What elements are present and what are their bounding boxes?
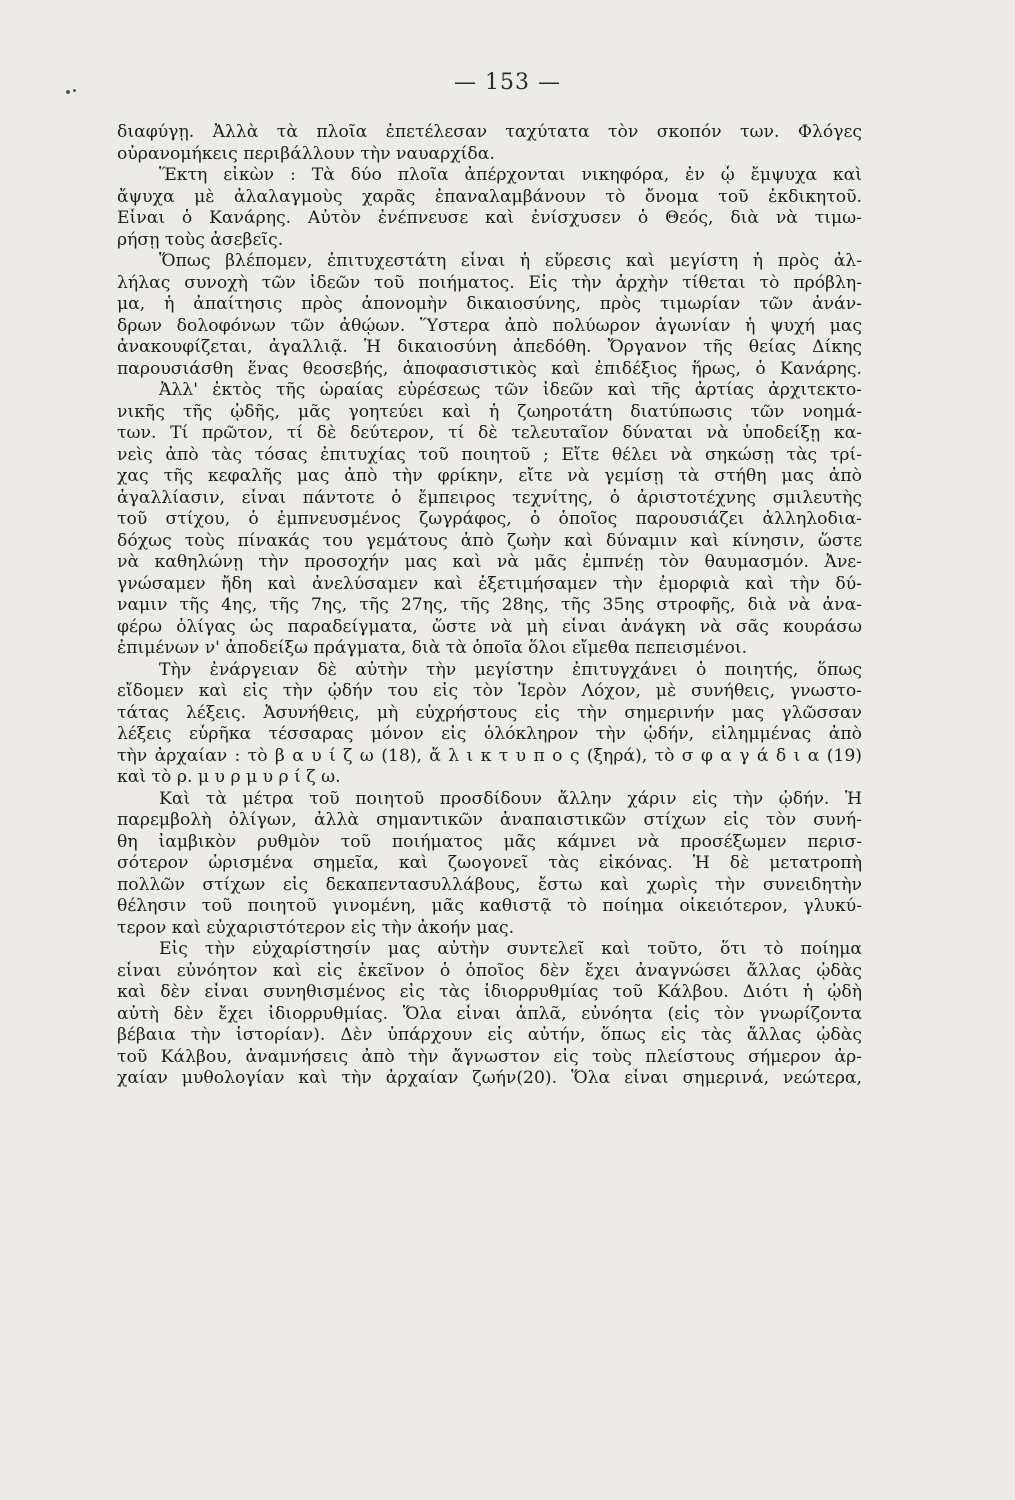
- text-line: σότερον ὡρισμένα σημεῖα, καὶ ζωογονεῖ τὰς εἰκόνας. Ἡ δὲ μετατροπὴ: [117, 853, 862, 873]
- text-line: Ὅπως βλέπομεν, ἐπιτυχεστάτη εἶναι ἡ εὕρεσις καὶ μεγίστη ἡ πρὸς ἀλ-: [159, 251, 862, 271]
- text-line: τὴν ἀρχαίαν : τὸ β α υ ί ζ ω (18), ἄ λ ι κ τ υ π ο ς (ξηρά), τὸ σ φ α γ ά δ ι α (19): [117, 745, 862, 766]
- text-line: Ἕκτη εἰκὼν : Τὰ δύο πλοῖα ἀπέρχονται νικηφόρα, ἐν ᾧ ἔμψυχα καὶ: [159, 165, 862, 185]
- text-line: νεὶς ἀπὸ τὰς τόσας ἐπιτυχίας τοῦ ποιητοῦ ; Εἴτε θέλει νὰ σηκώσῃ τὰς τρί-: [117, 444, 862, 465]
- text-line: θη ἰαμβικὸν ρυθμὸν τοῦ ποιήματος μᾶς κάμνει νὰ προσέξωμεν περισ-: [117, 831, 862, 852]
- text-line: Ἀλλ' ἐκτὸς τῆς ὡραίας εὑρέσεως τῶν ἰδεῶν καὶ τῆς ἀρτίας ἀρχιτεκτο-: [159, 380, 862, 400]
- text-line: τερον καὶ εὐχαριστότερον εἰς τὴν ἀκοήν μας.: [117, 917, 515, 938]
- text-line: Εἶναι ὁ Κανάρης. Αὐτὸν ἐνέπνευσε καὶ ἐνίσχυσεν ὁ Θεός, διὰ νὰ τιμω-: [117, 208, 862, 228]
- text-line: νικῆς τῆς ᾠδῆς, μᾶς γοητεύει καὶ ἡ ζωηροτάτη διατύπωσις τῶν νοημά-: [117, 401, 862, 422]
- text-line: χαίαν μυθολογίαν καὶ τὴν ἀρχαίαν ζωήν(20). Ὅλα εἶναι σημερινά, νεώτερα,: [117, 1068, 862, 1088]
- text-line: ἐπιμένων ν' ἀποδείξω πράγματα, διὰ τὰ ὁποῖα ὅλοι εἴμεθα πεπεισμένοι.: [117, 638, 748, 658]
- text-line: τοῦ στίχου, ὁ ἐμπνευσμένος ζωγράφος, ὁ ὁποῖος παρουσιάζει ἀλληλοδια-: [117, 509, 862, 529]
- text-line: τοῦ Κάλβου, ἀναμνήσεις ἀπὸ τὴν ἄγνωστον εἰς τοὺς πλείστους σήμερον ἀρ-: [117, 1046, 862, 1067]
- text-line: οὐρανομήκεις περιβάλλουν τὴν ναυαρχίδα.: [117, 143, 495, 164]
- text-line: ναμιν τῆς 4ης, τῆς 7ης, τῆς 27ης, τῆς 28ης, τῆς 35ης στροφῆς, διὰ νὰ ἀνα-: [117, 595, 862, 615]
- text-line: δρων δολοφόνων τῶν ἀθῴων. Ὕστερα ἀπὸ πολύωρον ἀγωνίαν ἡ ψυχή μας: [117, 315, 862, 336]
- text-line: καὶ δὲν εἶναι συνηθισμένος εἰς τὰς ἰδιορρυθμίας τοῦ Κάλβου. Διότι ἡ ᾠδὴ: [117, 982, 862, 1002]
- text-line: ρήσῃ τοὺς ἀσεβεῖς.: [117, 229, 284, 250]
- text-line: διαφύγῃ. Ἀλλὰ τὰ πλοῖα ἐπετέλεσαν ταχύτατα τὸν σκοπόν των. Φλόγες: [117, 122, 862, 142]
- text-line: των. Τί πρῶτον, τί δὲ δεύτερον, τί δὲ τελευταῖον δύναται νὰ ὑποδείξῃ κα-: [117, 423, 862, 443]
- text-line: λέξεις εὗρῆκα τέσσαρας μόνον εἰς ὁλόκληρον τὴν ᾠδήν, εἰλημμένας ἀπὸ: [117, 724, 862, 744]
- text-line: εἴδομεν καὶ εἰς τὴν ᾠδήν του εἰς τὸν Ἱερὸν Λόχον, μὲ συνήθεις, γνωστο-: [117, 681, 862, 701]
- text-line: λήλας συνοχὴ τῶν ἰδεῶν τοῦ ποιήματος. Εἰς τὴν ἀρχὴν τίθεται τὸ πρόβλη-: [117, 272, 862, 293]
- text-line: Εἰς τὴν εὐχαρίστησίν μας αὐτὴν συντελεῖ καὶ τοῦτο, ὅτι τὸ ποίημα: [159, 939, 862, 959]
- text-line: φέρω ὀλίγας ὡς παραδείγματα, ὥστε νὰ μὴ εἶναι ἀνάγκη νὰ σᾶς κουράσω: [117, 616, 862, 637]
- text-line: Τὴν ἐνάργειαν δὲ αὐτὴν τὴν μεγίστην ἐπιτυγχάνει ὁ ποιητής, ὅπως: [159, 659, 862, 680]
- text-line: μα, ἡ ἀπαίτησις πρὸς ἀπονομὴν δικαιοσύνης, πρὸς τιμωρίαν τῶν ἀνάν-: [117, 294, 862, 314]
- text-line: αὐτὴ δὲν ἔχει ἰδιορρυθμίας. Ὅλα εἶναι ἁπλᾶ, εὐνόητα (εἰς τὸν γνωρίζοντα: [117, 1003, 862, 1024]
- text-line: γνώσαμεν ἤδη καὶ ἀνελύσαμεν καὶ ἐξετιμήσαμεν τὴν ἐμορφιὰ καὶ τὴν δύ-: [117, 573, 862, 594]
- text-line: χας τῆς κεφαλῆς μας ἀπὸ τὴν φρίκην, εἴτε νὰ γεμίσῃ τὰ στήθη μας ἀπὸ: [117, 466, 862, 486]
- text-line: παρουσιάσθη ἕνας θεοσεβής, ἀποφασιστικὸς καὶ ἐπιδέξιος ἥρως, ὁ Κανάρης.: [117, 358, 862, 379]
- page-number: — 153 —: [454, 70, 561, 95]
- text-line: εἶναι εὐνόητον καὶ εἰς ἐκεῖνον ὁ ὁποῖος δὲν ἔχει ἀναγνώσει ἄλλας ᾠδὰς: [117, 960, 862, 981]
- text-line: ἀνακουφίζεται, ἀγαλλιᾷ. Ἡ δικαιοσύνη ἀπεδόθη. Ὄργανον τῆς θείας Δίκης: [117, 337, 862, 357]
- text-line: θέλησιν τοῦ ποιητοῦ γινομένη, μᾶς καθιστᾷ τὸ ποίημα οἰκειότερον, γλυκύ-: [117, 896, 862, 916]
- text-line: παρεμβολὴ ὀλίγων, ἀλλὰ σημαντικῶν ἀναπαιστικῶν στίχων εἰς τὸν συνή-: [117, 810, 862, 830]
- text-line: ἄψυχα μὲ ἀλαλαγμοὺς χαρᾶς ἐπαναλαμβάνουν τὸ ὄνομα τοῦ ἐκδικητοῦ.: [117, 186, 862, 207]
- text-line: ἀγαλλίασιν, εἶναι πάντοτε ὁ ἔμπειρος τεχνίτης, ὁ ἀριστοτέχνης σμιλευτὴς: [117, 487, 862, 508]
- text-line: βέβαια τὴν ἱστορίαν). Δὲν ὑπάρχουν εἰς αὐτήν, ὅπως εἰς τὰς ἄλλας ᾠδὰς: [117, 1025, 862, 1045]
- body-text: [117, 122, 862, 1090]
- text-line: Καὶ τὰ μέτρα τοῦ ποιητοῦ προσδίδουν ἄλλην χάριν εἰς τὴν ᾠδήν. Ἡ: [159, 788, 862, 809]
- text-line: δόχως τοὺς πίνακάς του γεμάτους ἀπὸ ζωὴν καὶ δύναμιν καὶ κίνησιν, ὥστε: [117, 530, 862, 551]
- text-line: πολλῶν στίχων εἰς δεκαπεντασυλλάβους, ἔστω καὶ χωρὶς τὴν συνειδητὴν: [117, 874, 862, 895]
- text-line: τάτας λέξεις. Ἀσυνήθεις, μὴ εὐχρήστους εἰς τὴν σημερινήν μας γλῶσσαν: [117, 702, 862, 723]
- text-line: καὶ τὸ ρ. μ υ ρ μ υ ρ ί ζ ω.: [117, 767, 341, 787]
- text-line: νὰ καθηλώνῃ τὴν προσοχήν μας καὶ νὰ μᾶς ἐμπνέῃ τὸν θαυμασμόν. Ἀνε-: [117, 552, 862, 572]
